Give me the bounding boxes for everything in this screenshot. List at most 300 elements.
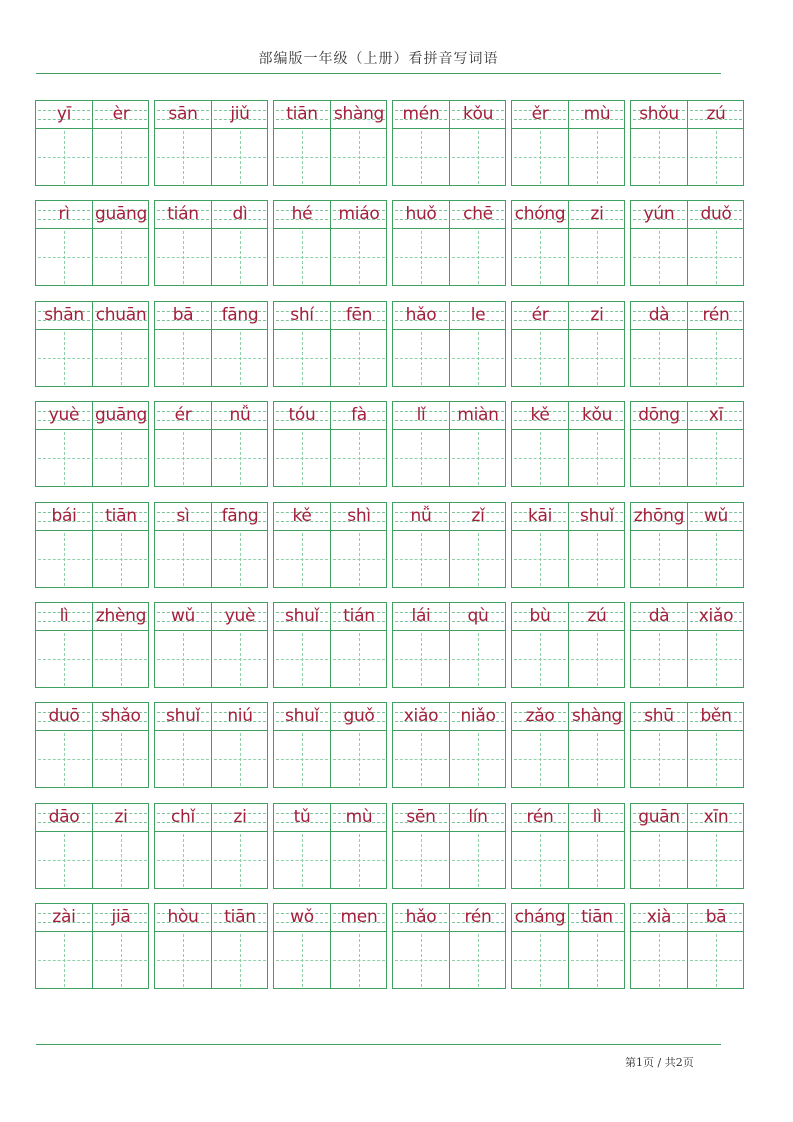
character-cell[interactable] [212, 101, 268, 187]
character-cell[interactable] [212, 503, 268, 589]
guide-line [716, 633, 717, 686]
character-cell[interactable] [688, 302, 744, 388]
pinyin-syllable: bái [51, 505, 77, 526]
pinyin-syllable: zǎo [525, 706, 555, 727]
guide-line [478, 633, 479, 686]
character-cell[interactable] [155, 302, 211, 388]
character-cell[interactable] [36, 402, 92, 488]
guide-line [716, 231, 717, 284]
guide-line [597, 332, 598, 385]
guide-line [240, 834, 241, 887]
character-cell[interactable] [688, 503, 744, 589]
pinyin-syllable: rén [464, 907, 492, 928]
character-cell[interactable] [393, 201, 449, 287]
guide-line [421, 332, 422, 385]
guide-line [659, 231, 660, 284]
word-box [273, 502, 387, 588]
guide-line [659, 332, 660, 385]
guide-line [302, 332, 303, 385]
guide-line [302, 934, 303, 987]
character-cell[interactable] [93, 503, 149, 589]
character-cell[interactable] [450, 904, 506, 990]
word-box [511, 803, 625, 889]
character-cell[interactable] [569, 201, 625, 287]
word-box [511, 702, 625, 788]
guide-line [302, 834, 303, 887]
guide-line [659, 432, 660, 485]
guide-line [478, 332, 479, 385]
word-box [630, 702, 744, 788]
character-cell[interactable] [274, 302, 330, 388]
guide-line [240, 332, 241, 385]
character-cell[interactable] [155, 101, 211, 187]
character-cell[interactable] [631, 101, 687, 187]
pinyin-worksheet-grid [35, 100, 745, 1004]
guide-line [183, 332, 184, 385]
footer-divider [36, 1044, 721, 1045]
worksheet-row [35, 602, 745, 688]
word-box [154, 200, 268, 286]
character-cell[interactable] [274, 402, 330, 488]
character-cell[interactable] [512, 603, 568, 689]
pinyin-syllable: hǎo [405, 304, 437, 325]
pinyin-syllable: niǎo [460, 706, 496, 727]
pinyin-syllable: xià [646, 907, 672, 928]
guide-line [659, 733, 660, 786]
character-cell[interactable] [212, 402, 268, 488]
pinyin-syllable: fāng [221, 505, 259, 526]
word-box [511, 903, 625, 989]
character-cell[interactable] [631, 302, 687, 388]
pinyin-syllable: sēn [406, 806, 436, 827]
word-box [630, 200, 744, 286]
guide-line [64, 533, 65, 586]
character-cell[interactable] [450, 201, 506, 287]
character-cell[interactable] [212, 804, 268, 890]
character-cell[interactable] [36, 503, 92, 589]
word-box [392, 200, 506, 286]
pinyin-syllable: tiān [581, 907, 613, 928]
pinyin-syllable: mù [345, 806, 373, 827]
guide-line [421, 432, 422, 485]
pinyin-syllable: shàng [571, 706, 623, 727]
guide-line [716, 533, 717, 586]
guide-line [302, 533, 303, 586]
pinyin-syllable: zǐ [471, 505, 485, 526]
guide-line [64, 934, 65, 987]
word-box [273, 301, 387, 387]
character-cell[interactable] [631, 804, 687, 890]
word-box [511, 401, 625, 487]
guide-line [121, 733, 122, 786]
pinyin-syllable: shuǐ [580, 505, 614, 526]
guide-line [540, 332, 541, 385]
character-cell[interactable] [331, 804, 387, 890]
pinyin-syllable: guǒ [343, 706, 375, 727]
character-cell[interactable] [512, 904, 568, 990]
word-box [154, 401, 268, 487]
word-box [154, 903, 268, 989]
pinyin-syllable: zú [587, 605, 607, 626]
word-box [273, 200, 387, 286]
character-cell[interactable] [36, 101, 92, 187]
pinyin-syllable: duǒ [700, 204, 732, 225]
guide-line [240, 533, 241, 586]
pinyin-syllable: qù [467, 605, 489, 626]
guide-line [121, 131, 122, 184]
character-cell[interactable] [93, 703, 149, 789]
guide-line [183, 834, 184, 887]
character-cell[interactable] [512, 402, 568, 488]
character-cell[interactable] [93, 201, 149, 287]
pinyin-syllable: duō [48, 706, 80, 727]
word-box [392, 702, 506, 788]
guide-line [359, 533, 360, 586]
character-cell[interactable] [36, 603, 92, 689]
character-cell[interactable] [212, 201, 268, 287]
guide-line [302, 432, 303, 485]
character-cell[interactable] [450, 804, 506, 890]
word-box [273, 100, 387, 186]
character-cell[interactable] [331, 402, 387, 488]
guide-line [659, 533, 660, 586]
pinyin-syllable: yún [643, 204, 675, 225]
character-cell[interactable] [393, 703, 449, 789]
character-cell[interactable] [93, 302, 149, 388]
pinyin-syllable: kě [530, 405, 550, 426]
pinyin-syllable: zài [52, 907, 76, 928]
word-box [511, 200, 625, 286]
character-cell[interactable] [688, 904, 744, 990]
character-cell[interactable] [331, 101, 387, 187]
character-cell[interactable] [393, 302, 449, 388]
word-box [392, 100, 506, 186]
character-cell[interactable] [512, 804, 568, 890]
word-box [273, 803, 387, 889]
pinyin-syllable: dāo [48, 806, 80, 827]
word-box [392, 803, 506, 889]
character-cell[interactable] [631, 402, 687, 488]
character-cell[interactable] [36, 804, 92, 890]
character-cell[interactable] [212, 904, 268, 990]
character-cell[interactable] [631, 904, 687, 990]
guide-line [540, 834, 541, 887]
header-divider [36, 73, 721, 74]
character-cell[interactable] [331, 302, 387, 388]
word-box [35, 702, 149, 788]
pinyin-syllable: zhèng [95, 605, 147, 626]
character-cell[interactable] [569, 503, 625, 589]
pinyin-syllable: xīn [703, 806, 729, 827]
pinyin-syllable: rén [702, 304, 730, 325]
character-cell[interactable] [512, 703, 568, 789]
guide-line [597, 633, 598, 686]
guide-line [359, 332, 360, 385]
character-cell[interactable] [155, 402, 211, 488]
worksheet-row [35, 502, 745, 588]
word-box [511, 502, 625, 588]
character-cell[interactable] [155, 804, 211, 890]
character-cell[interactable] [688, 804, 744, 890]
guide-line [183, 432, 184, 485]
character-cell[interactable] [688, 703, 744, 789]
word-box [154, 502, 268, 588]
character-cell[interactable] [274, 101, 330, 187]
pinyin-syllable: sì [176, 505, 190, 526]
character-cell[interactable] [631, 703, 687, 789]
word-box [630, 602, 744, 688]
character-cell[interactable] [450, 302, 506, 388]
pinyin-syllable: wǔ [170, 605, 196, 626]
guide-line [302, 733, 303, 786]
word-box [35, 803, 149, 889]
pinyin-syllable: rì [58, 204, 70, 225]
guide-line [597, 834, 598, 887]
character-cell[interactable] [569, 904, 625, 990]
character-cell[interactable] [93, 804, 149, 890]
pinyin-syllable: tiān [105, 505, 137, 526]
character-cell[interactable] [512, 101, 568, 187]
pinyin-syllable: chǐ [171, 806, 195, 827]
guide-line [359, 834, 360, 887]
guide-line [121, 231, 122, 284]
pinyin-syllable: mén [402, 104, 440, 124]
character-cell[interactable] [331, 201, 387, 287]
guide-line [716, 834, 717, 887]
guide-line [716, 332, 717, 385]
character-cell[interactable] [93, 402, 149, 488]
guide-line [64, 332, 65, 385]
character-cell[interactable] [36, 201, 92, 287]
pinyin-syllable: nǚ [410, 505, 432, 526]
character-cell[interactable] [569, 804, 625, 890]
character-cell[interactable] [688, 201, 744, 287]
guide-line [64, 733, 65, 786]
pinyin-syllable: xiǎo [403, 706, 439, 727]
character-cell[interactable] [569, 703, 625, 789]
word-box [154, 100, 268, 186]
guide-line [121, 834, 122, 887]
pinyin-syllable: lǐ [416, 405, 426, 426]
guide-line [421, 733, 422, 786]
word-box [630, 100, 744, 186]
character-cell[interactable] [393, 603, 449, 689]
character-cell[interactable] [274, 904, 330, 990]
guide-line [540, 533, 541, 586]
guide-line [64, 633, 65, 686]
character-cell[interactable] [331, 703, 387, 789]
word-box [392, 903, 506, 989]
guide-line [478, 733, 479, 786]
word-box [511, 602, 625, 688]
guide-line [302, 633, 303, 686]
pinyin-syllable: shū [644, 706, 674, 727]
character-cell[interactable] [393, 804, 449, 890]
page-number: 第1页 / 共2页 [625, 1056, 694, 1069]
pinyin-syllable: kāi [527, 505, 553, 526]
worksheet-row [35, 702, 745, 788]
character-cell[interactable] [688, 603, 744, 689]
character-cell[interactable] [631, 503, 687, 589]
character-cell[interactable] [688, 402, 744, 488]
character-cell[interactable] [274, 703, 330, 789]
guide-line [540, 934, 541, 987]
character-cell[interactable] [331, 603, 387, 689]
character-cell[interactable] [393, 904, 449, 990]
pinyin-syllable: chóng [514, 204, 566, 225]
pinyin-syllable: hòu [167, 907, 199, 928]
character-cell[interactable] [393, 503, 449, 589]
character-cell[interactable] [569, 302, 625, 388]
word-box [630, 903, 744, 989]
guide-line [659, 834, 660, 887]
guide-line [64, 231, 65, 284]
pinyin-syllable: men [340, 907, 378, 928]
character-cell[interactable] [631, 201, 687, 287]
pinyin-syllable: shuǐ [285, 706, 319, 727]
guide-line [121, 533, 122, 586]
guide-line [240, 934, 241, 987]
word-box [273, 602, 387, 688]
word-box [154, 301, 268, 387]
character-cell[interactable] [512, 503, 568, 589]
pinyin-syllable: zi [590, 204, 604, 225]
word-box [35, 401, 149, 487]
guide-line [597, 131, 598, 184]
character-cell[interactable] [155, 904, 211, 990]
character-cell[interactable] [450, 101, 506, 187]
pinyin-syllable: wǔ [703, 505, 729, 526]
guide-line [64, 834, 65, 887]
guide-line [183, 231, 184, 284]
guide-line [121, 432, 122, 485]
word-box [392, 502, 506, 588]
character-cell[interactable] [393, 101, 449, 187]
character-cell[interactable] [155, 703, 211, 789]
character-cell[interactable] [36, 302, 92, 388]
pinyin-syllable: shǒu [639, 104, 679, 124]
character-cell[interactable] [569, 603, 625, 689]
pinyin-syllable: nǚ [229, 405, 251, 426]
worksheet-row [35, 903, 745, 989]
pinyin-syllable: shuǐ [166, 706, 200, 727]
pinyin-syllable: jiā [111, 907, 131, 928]
word-box [630, 401, 744, 487]
guide-line [478, 533, 479, 586]
character-cell[interactable] [274, 503, 330, 589]
pinyin-syllable: fāng [221, 304, 259, 325]
character-cell[interactable] [212, 603, 268, 689]
guide-line [240, 432, 241, 485]
guide-line [183, 733, 184, 786]
guide-line [659, 934, 660, 987]
character-cell[interactable] [512, 201, 568, 287]
pinyin-syllable: guān [638, 806, 680, 827]
pinyin-syllable: kǒu [462, 104, 494, 124]
character-cell[interactable] [569, 101, 625, 187]
character-cell[interactable] [274, 603, 330, 689]
character-cell[interactable] [93, 603, 149, 689]
character-cell[interactable] [155, 503, 211, 589]
character-cell[interactable] [331, 904, 387, 990]
character-cell[interactable] [569, 402, 625, 488]
character-cell[interactable] [93, 904, 149, 990]
character-cell[interactable] [274, 804, 330, 890]
character-cell[interactable] [93, 101, 149, 187]
pinyin-syllable: shì [347, 505, 371, 526]
pinyin-syllable: tóu [288, 405, 316, 426]
character-cell[interactable] [450, 703, 506, 789]
guide-line [478, 934, 479, 987]
word-box [392, 602, 506, 688]
word-box [35, 502, 149, 588]
character-cell[interactable] [155, 201, 211, 287]
character-cell[interactable] [274, 201, 330, 287]
pinyin-syllable: miàn [457, 405, 499, 426]
pinyin-syllable: chuān [95, 304, 147, 325]
character-cell[interactable] [36, 904, 92, 990]
character-cell[interactable] [450, 503, 506, 589]
character-cell[interactable] [450, 402, 506, 488]
pinyin-syllable: zi [233, 806, 247, 827]
guide-line [421, 533, 422, 586]
character-cell[interactable] [631, 603, 687, 689]
word-box [35, 200, 149, 286]
character-cell[interactable] [212, 703, 268, 789]
word-box [630, 803, 744, 889]
pinyin-syllable: rén [526, 806, 554, 827]
pinyin-syllable: niú [227, 706, 253, 727]
word-box [35, 100, 149, 186]
character-cell[interactable] [688, 101, 744, 187]
guide-line [421, 131, 422, 184]
worksheet-row [35, 301, 745, 387]
pinyin-syllable: mù [583, 104, 611, 124]
guide-line [121, 633, 122, 686]
pinyin-syllable: dà [648, 605, 670, 626]
guide-line [540, 231, 541, 284]
guide-line [659, 131, 660, 184]
pinyin-syllable: ér [531, 304, 549, 325]
guide-line [597, 231, 598, 284]
character-cell[interactable] [450, 603, 506, 689]
word-box [154, 803, 268, 889]
pinyin-syllable: tián [343, 605, 375, 626]
word-box [511, 100, 625, 186]
word-box [35, 903, 149, 989]
guide-line [183, 533, 184, 586]
character-cell[interactable] [36, 703, 92, 789]
pinyin-syllable: shān [44, 304, 84, 325]
guide-line [240, 231, 241, 284]
character-cell[interactable] [155, 603, 211, 689]
pinyin-syllable: zhōng [633, 505, 685, 526]
character-cell[interactable] [512, 302, 568, 388]
character-cell[interactable] [212, 302, 268, 388]
guide-line [597, 533, 598, 586]
word-box [273, 702, 387, 788]
pinyin-syllable: bù [529, 605, 551, 626]
guide-line [121, 332, 122, 385]
character-cell[interactable] [331, 503, 387, 589]
guide-line [240, 131, 241, 184]
guide-line [540, 733, 541, 786]
character-cell[interactable] [393, 402, 449, 488]
guide-line [183, 934, 184, 987]
guide-line [183, 131, 184, 184]
word-box [154, 602, 268, 688]
pinyin-syllable: ér [174, 405, 192, 426]
